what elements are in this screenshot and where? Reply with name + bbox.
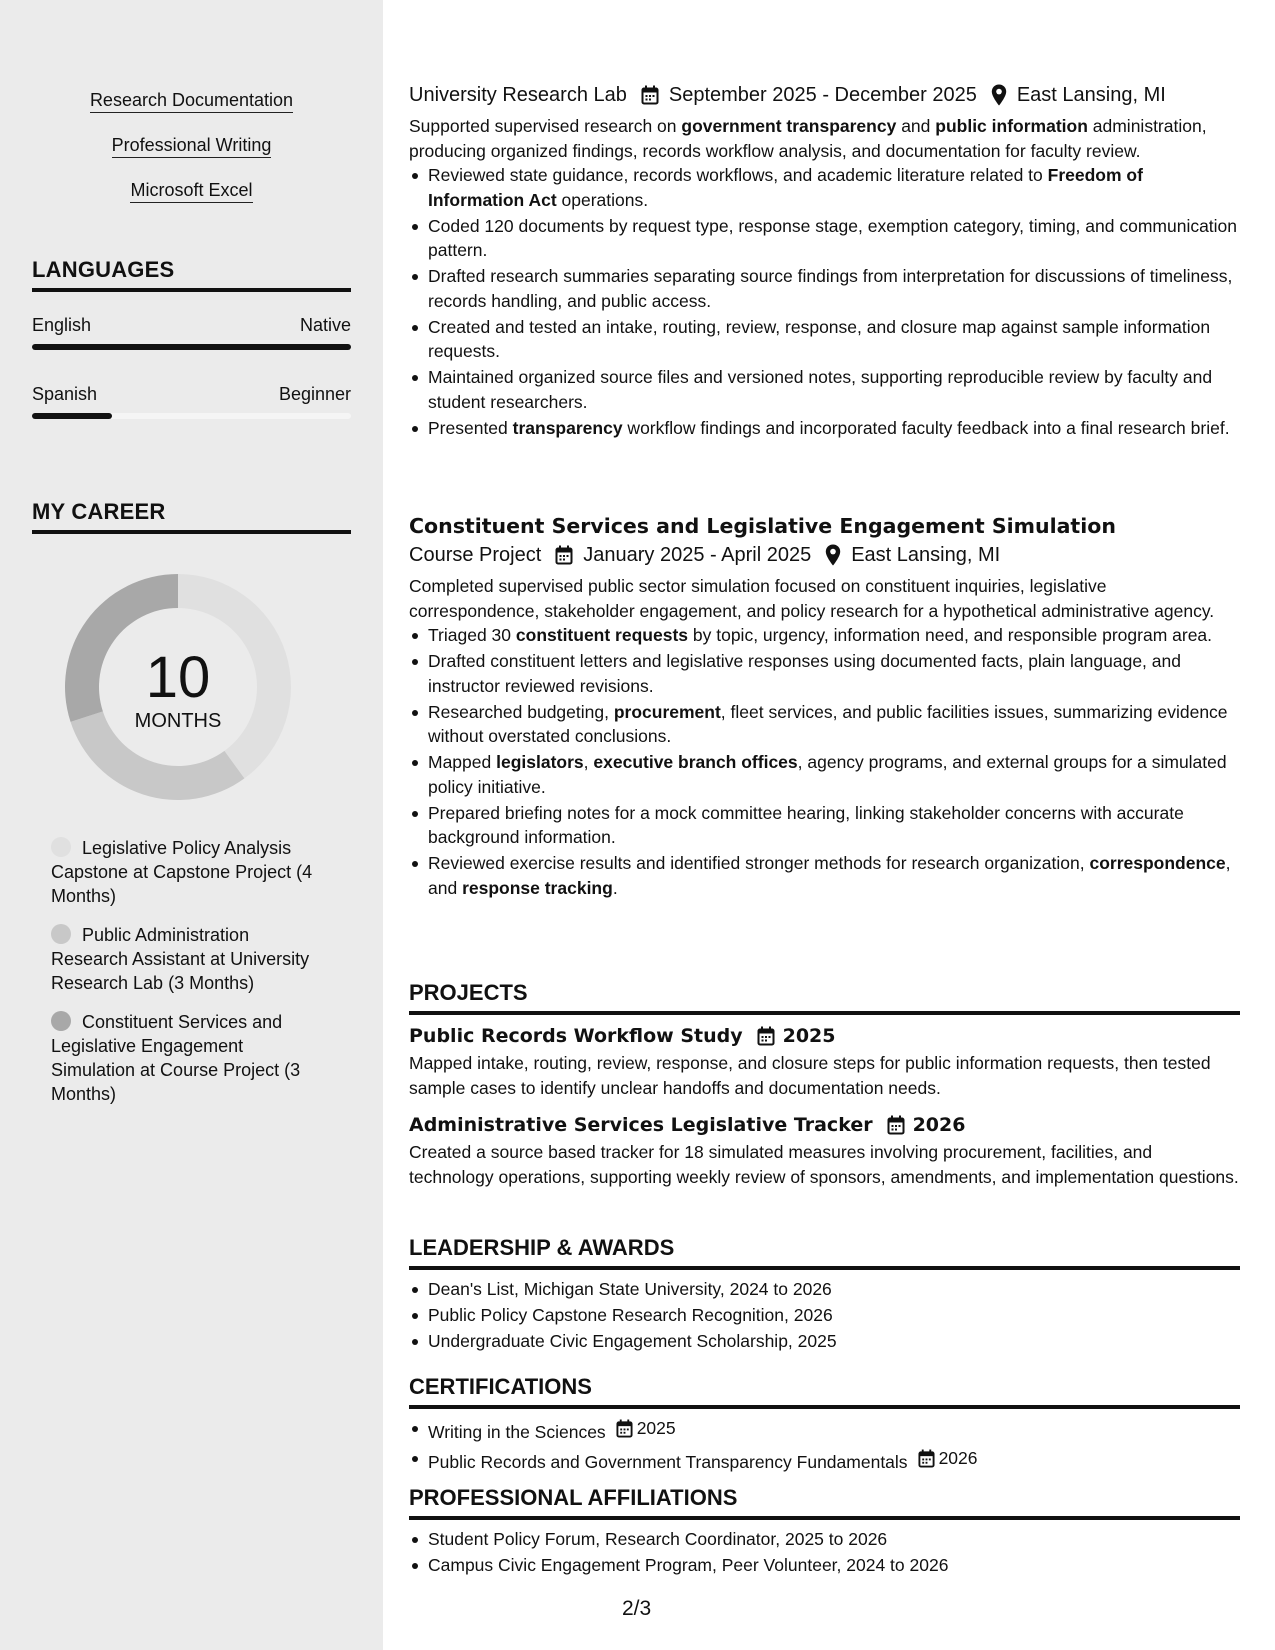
bullet-item: Mapped legislators, executive branch offices, agency programs, and external groups for a simulated policy initiative. [409,750,1240,799]
entry-summary: Supported supervised research on government transparency and public information administration, producing organized findings, records workflow analysis, and documentation for faculty review. [409,116,1207,161]
entry-location: East Lansing, MI [1016,84,1166,106]
certification-year: 2026 [938,1447,978,1468]
affiliations-list [409,1527,1240,1578]
bullet-item: Reviewed state guidance, records workflows, and academic literature related to Freedom of Information Act operations. [409,163,1240,212]
certifications-section [409,1373,1240,1476]
bullet-item: Maintained organized source files and versioned notes, supporting reproducible review by faculty and student researchers. [409,365,1240,414]
entry-org: Course Project [409,544,542,566]
calendar-icon [887,1115,905,1135]
legend-dot [51,837,71,857]
legend-label: Constituent Services and Legislative Engagement Simulation at Course Project (3 Months) [51,1012,301,1104]
entry-meta [409,82,1240,108]
project-title: Public Records Workflow Study [409,1025,743,1047]
bullet-item: Student Policy Forum, Research Coordinator, 2025 to 2026 [409,1527,1240,1552]
legend-dot [51,1011,71,1031]
certification-name: Writing in the Sciences [428,1421,606,1442]
language-bar-fill [32,413,112,419]
bullet-item: Undergraduate Civic Engagement Scholarship, 2025 [409,1329,1240,1354]
entry-summary: Completed supervised public sector simulation focused on constituent inquiries, legislative correspondence, stakeholder engagement, and policy research for a hypothetical administrative agency. [409,576,1215,621]
language-bar-fill [32,344,351,350]
skill-item [0,133,383,157]
project-year: 2026 [912,1114,966,1136]
entry-bullets [409,163,1240,440]
bullet-item: Reviewed exercise results and identified stronger methods for research organization, correspondence, and response tracking. [409,851,1240,900]
page-number: 2/3 [622,1597,652,1620]
bullet-item: Drafted constituent letters and legislative responses using documented facts, plain language, and instructor reviewed revisions. [409,649,1240,698]
language-name: Spanish [32,384,98,404]
entry-title: Constituent Services and Legislative Engagement Simulation [409,514,1116,538]
bullet-item: Presented transparency workflow findings and incorporated faculty feedback into a final research brief. [409,416,1240,441]
career-total-number: 10 [145,645,211,710]
career-donut-chart [63,572,293,802]
certification-item [409,1416,1240,1444]
section-heading: PROFESSIONAL AFFILIATIONS [409,1484,1240,1520]
skill-item [0,88,383,112]
map-pin-icon [991,84,1007,106]
language-bar [32,344,351,350]
project-description: Mapped intake, routing, review, response, and closure steps for public information requests, then tested sample cases to identify unclear handoffs and documentation needs. [409,1053,1211,1098]
calendar-icon [918,1449,935,1468]
certifications-list [409,1416,1240,1474]
bullet-item: Triaged 30 constituent requests by topic, urgency, information need, and responsible program area. [409,623,1240,648]
projects-section [409,979,1240,1189]
entry-location: East Lansing, MI [851,544,1001,566]
project-title-row [409,1112,1240,1138]
project-description: Created a source based tracker for 18 simulated measures involving procurement, facilities, and technology operations, supporting weekly review of sponsors, amendments, and implementation questions. [409,1142,1239,1187]
career-legend-item [51,836,321,908]
bullet-item: Drafted research summaries separating source findings from interpretation for discussions of timeliness, records handling, and public access. [409,264,1240,313]
entry-dates: January 2025 - April 2025 [583,544,812,566]
bullet-item: Coded 120 documents by request type, response stage, exemption category, timing, and communication pattern. [409,214,1240,263]
legend-dot [51,924,71,944]
entry-bullets [409,623,1240,900]
language-row [32,382,351,406]
bullet-item: Prepared briefing notes for a mock committee hearing, linking stakeholder concerns with accurate background information. [409,801,1240,850]
section-heading: PROJECTS [409,979,1240,1015]
bullet-item: Dean's List, Michigan State University, 2024 to 2026 [409,1277,1240,1302]
legend-label: Legislative Policy Analysis Capstone at Capstone Project (4 Months) [51,838,313,906]
map-pin-icon [825,544,841,566]
leadership-section [409,1234,1240,1355]
project-title-row [409,1023,1240,1049]
sidebar [0,0,383,1650]
career-total-unit: MONTHS [134,710,222,732]
skill-item [0,178,383,202]
legend-label: Public Administration Research Assistant at University Research Lab (3 Months) [51,925,310,993]
language-name: English [32,315,92,335]
certification-year: 2025 [636,1418,676,1438]
skill-label: Professional Writing [112,135,272,158]
section-heading: LEADERSHIP & AWARDS [409,1234,1240,1270]
career-legend-item [51,923,321,995]
calendar-icon [616,1419,633,1438]
skill-label: Microsoft Excel [130,180,252,203]
skill-label: Research Documentation [90,90,293,113]
project-title: Administrative Services Legislative Tracker [409,1114,873,1136]
bullet-item: Created and tested an intake, routing, review, response, and closure map against sample information requests. [409,315,1240,364]
bullet-item: Public Policy Capstone Research Recognition, 2026 [409,1303,1240,1328]
bullet-item: Campus Civic Engagement Program, Peer Volunteer, 2024 to 2026 [409,1553,1240,1578]
language-bar [32,413,351,419]
entry-org: University Research Lab [409,84,627,106]
experience-entry [409,82,1240,442]
certification-item [409,1446,1240,1474]
bullet-item: Researched budgeting, procurement, fleet services, and public facilities issues, summarizing evidence without overstated conclusions. [409,700,1240,749]
section-heading: CERTIFICATIONS [409,1373,1240,1409]
career-legend-item [51,1010,321,1106]
languages-heading: LANGUAGES [32,256,351,292]
certification-name: Public Records and Government Transparency Fundamentals [428,1451,908,1472]
language-level: Native [299,315,351,335]
calendar-icon [555,545,573,565]
experience-entry [409,512,1240,902]
career-heading: MY CAREER [32,498,351,534]
calendar-icon [641,85,659,105]
leadership-list [409,1277,1240,1354]
affiliations-section [409,1484,1240,1579]
language-row [32,313,351,337]
language-level: Beginner [278,384,351,404]
calendar-icon [757,1026,775,1046]
project-year: 2025 [782,1025,836,1047]
entry-dates: September 2025 - December 2025 [668,84,977,106]
entry-meta [409,542,1240,568]
